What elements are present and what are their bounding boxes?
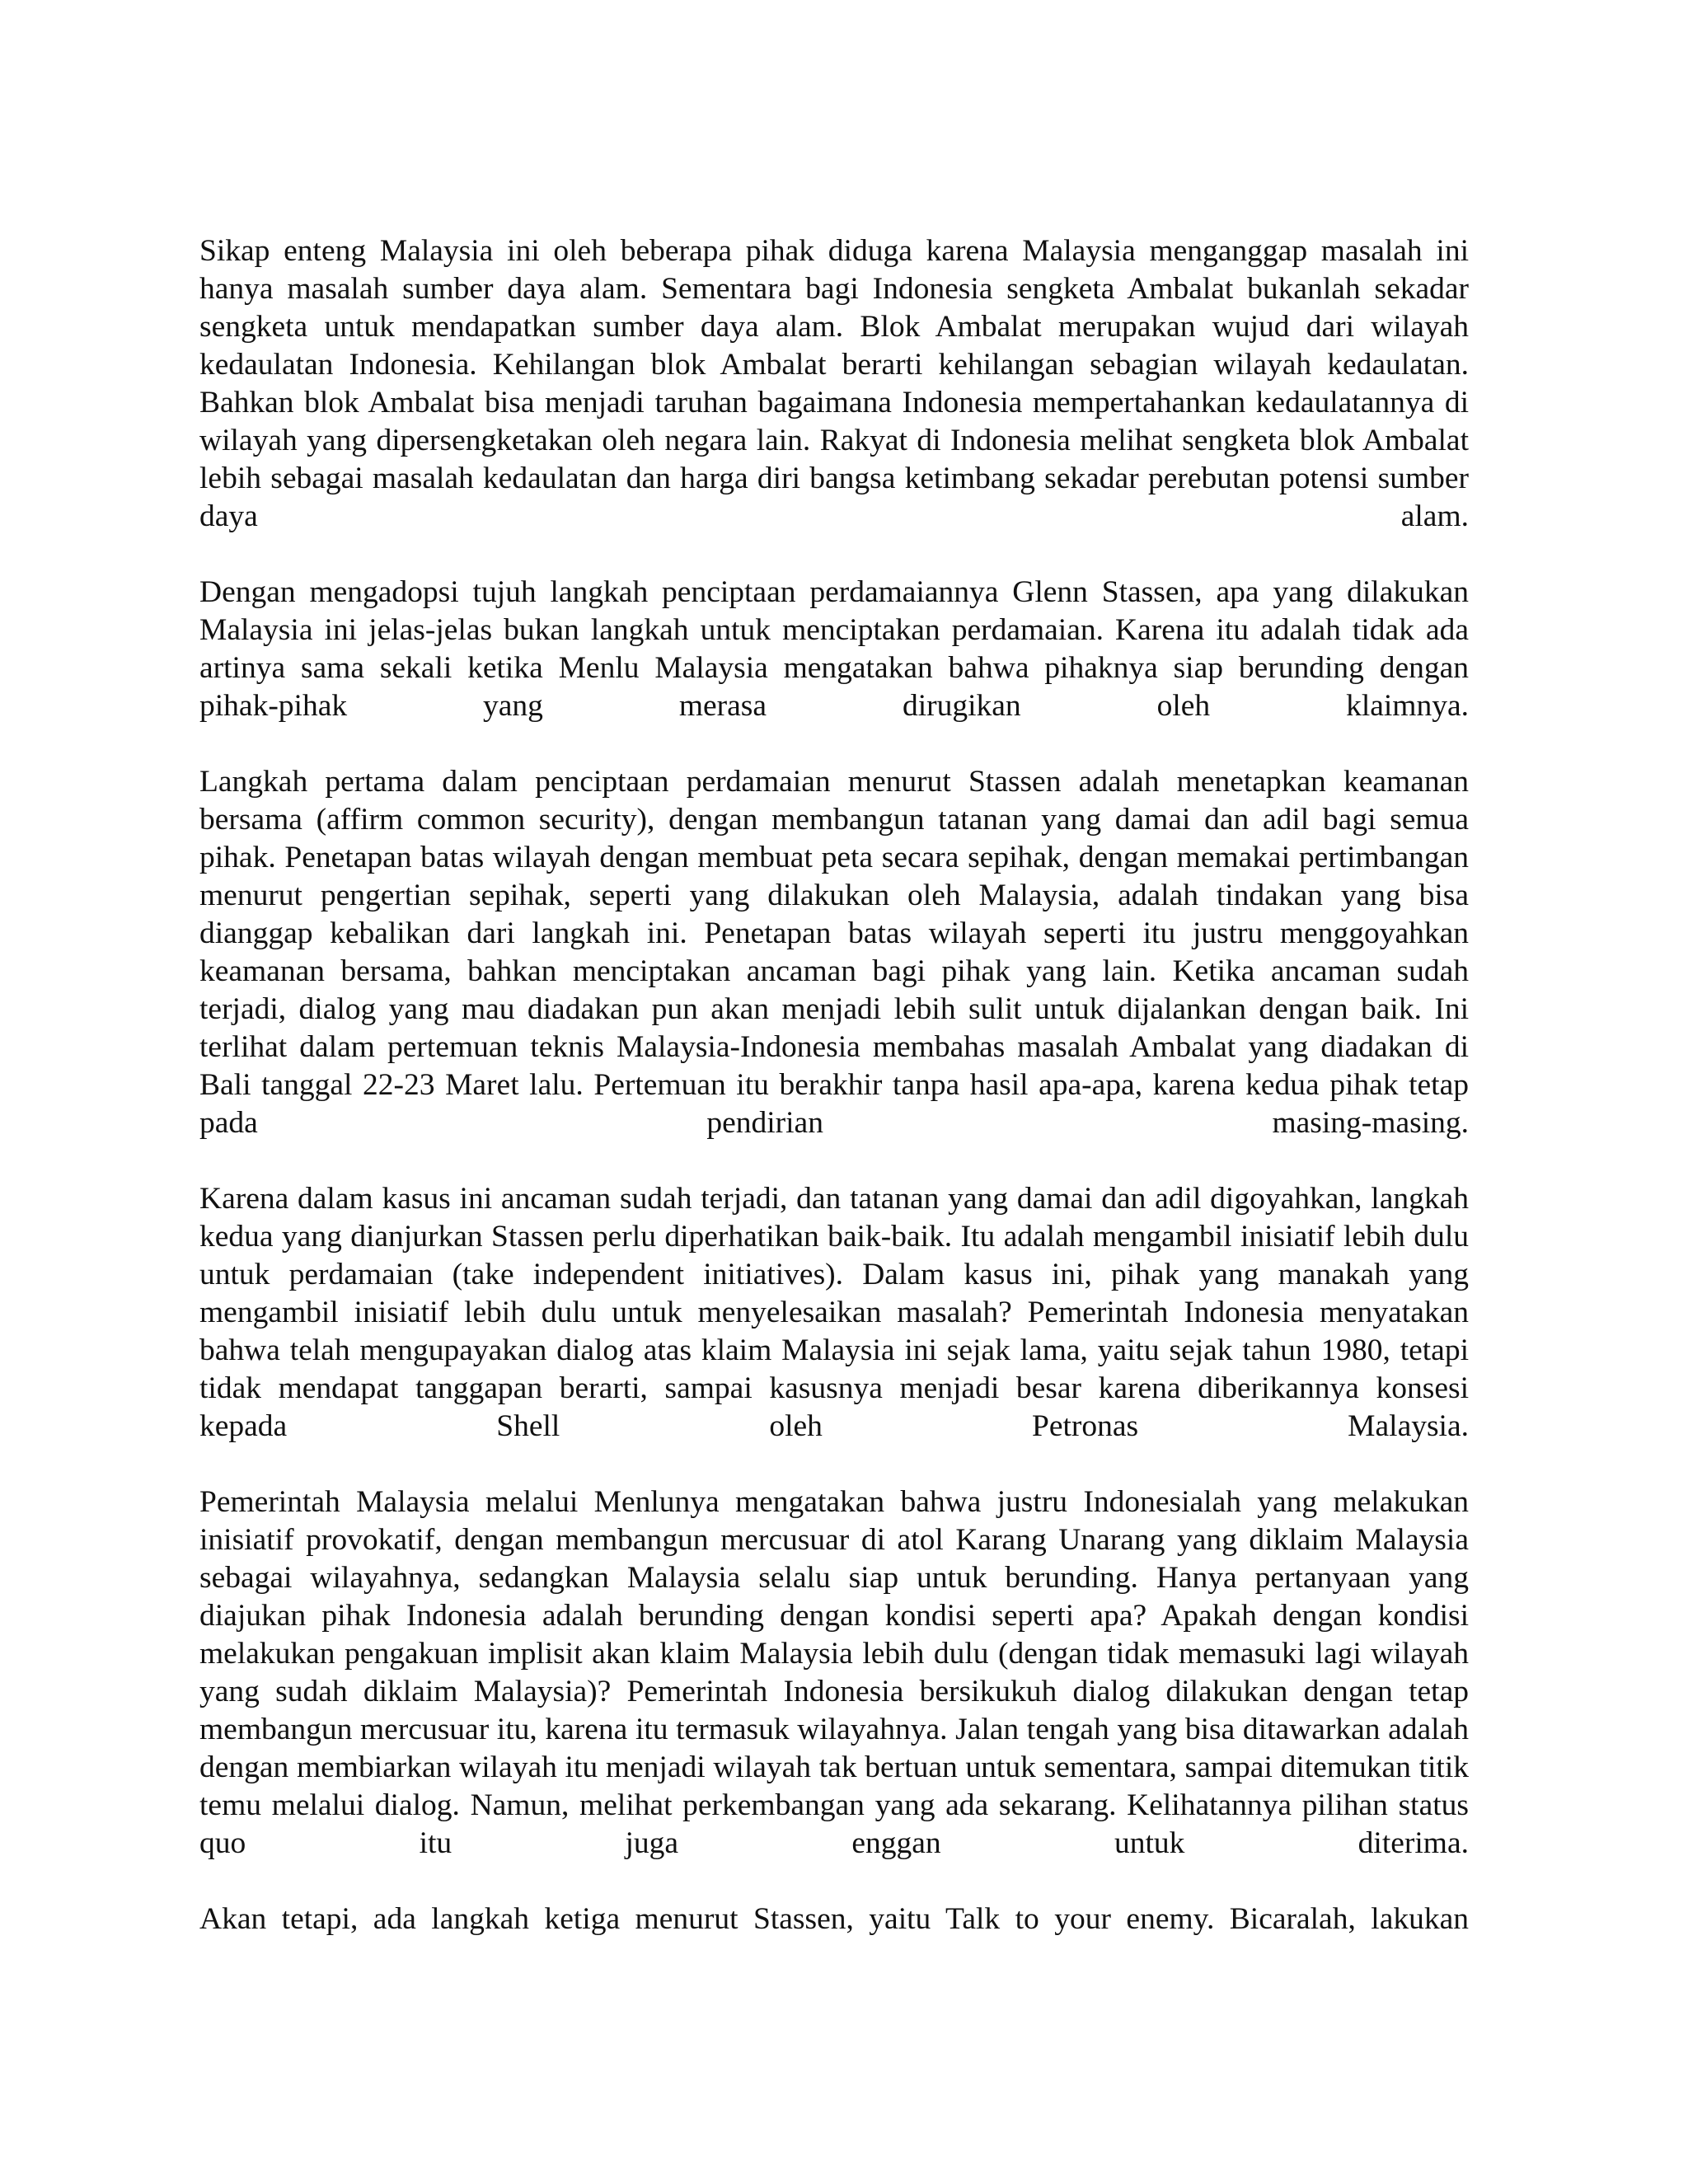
- paragraph-2: Dengan mengadopsi tujuh langkah penciptaan perdamaiannya Glenn Stassen, apa yang dilakukan Malaysia ini jelas-jelas bukan langkah untuk menciptakan perdamaian. Karena itu adalah tidak ada artinya sama sekali ketika Menlu Malaysia mengatakan bahwa pihaknya siap berunding dengan pihak-pihak yang merasa dirugikan oleh klaimnya.: [199, 575, 1469, 723]
- paragraph-4: Karena dalam kasus ini ancaman sudah terjadi, dan tatanan yang damai dan adil digoyahkan, langkah kedua yang dianjurkan Stassen perlu diperhatikan baik-baik. Itu adalah mengambil inisiatif lebih dulu untuk perdamaian (take independent initiatives). Dalam kasus ini, pihak yang manakah yang mengambil inisiatif lebih dulu untuk menyelesaikan masalah? Pemerintah Indonesia menyatakan bahwa telah mengupayakan dialog atas klaim Malaysia ini sejak lama, yaitu sejak tahun 1980, tetapi tidak mendapat tanggapan berarti, sampai kasusnya menjadi besar karena diberikannya konsesi kepada Shell oleh Petronas Malaysia.: [199, 1182, 1469, 1443]
- paragraph-3: Langkah pertama dalam penciptaan perdamaian menurut Stassen adalah menetapkan keamanan bersama (affirm common security), dengan membangun tatanan yang damai dan adil bagi semua pihak. Penetapan batas wilayah dengan membuat peta secara sepihak, dengan memakai pertimbangan menurut pengertian sepihak, seperti yang dilakukan oleh Malaysia, adalah tindakan yang bisa dianggap kebalikan dari langkah ini. Penetapan batas wilayah seperti itu justru menggoyahkan keamanan bersama, bahkan menciptakan ancaman bagi pihak yang lain. Ketika ancaman sudah terjadi, dialog yang mau diadakan pun akan menjadi lebih sulit untuk dijalankan dengan baik. Ini terlihat dalam pertemuan teknis Malaysia-Indonesia membahas masalah Ambalat yang diadakan di Bali tanggal 22-23 Maret lalu. Pertemuan itu berakhir tanpa hasil apa-apa, karena kedua pihak tetap pada pendirian masing-masing.: [199, 765, 1469, 1140]
- paragraph-5: Pemerintah Malaysia melalui Menlunya mengatakan bahwa justru Indonesialah yang melakukan inisiatif provokatif, dengan membangun mercusuar di atol Karang Unarang yang diklaim Malaysia sebagai wilayahnya, sedangkan Malaysia selalu siap untuk berunding. Hanya pertanyaan yang diajukan pihak Indonesia adalah berunding dengan kondisi seperti apa? Apakah dengan kondisi melakukan pengakuan implisit akan klaim Malaysia lebih dulu (dengan tidak memasuki lagi wilayah yang sudah diklaim Malaysia)? Pemerintah Indonesia bersikukuh dialog dilakukan dengan tetap membangun mercusuar itu, karena itu termasuk wilayahnya. Jalan tengah yang bisa ditawarkan adalah dengan membiarkan wilayah itu menjadi wilayah tak bertuan untuk sementara, sampai ditemukan titik temu melalui dialog. Namun, melihat perkembangan yang ada sekarang. Kelihatannya pilihan status quo itu juga enggan untuk diterima.: [199, 1485, 1469, 1860]
- paragraph-6: Akan tetapi, ada langkah ketiga menurut Stassen, yaitu Talk to your enemy. Bicaralah, lakukan: [199, 1902, 1469, 1936]
- paragraph-1: Sikap enteng Malaysia ini oleh beberapa pihak diduga karena Malaysia menganggap masalah ini hanya masalah sumber daya alam. Sementara bagi Indonesia sengketa Ambalat bukanlah sekadar sengketa untuk mendapatkan sumber daya alam. Blok Ambalat merupakan wujud dari wilayah kedaulatan Indonesia. Kehilangan blok Ambalat berarti kehilangan sebagian wilayah kedaulatan. Bahkan blok Ambalat bisa menjadi taruhan bagaimana Indonesia mempertahankan kedaulatannya di wilayah yang dipersengketakan oleh negara lain. Rakyat di Indonesia melihat sengketa blok Ambalat lebih sebagai masalah kedaulatan dan harga diri bangsa ketimbang sekadar perebutan potensi sumber daya alam.: [199, 234, 1469, 533]
- document-body: [199, 232, 1469, 1938]
